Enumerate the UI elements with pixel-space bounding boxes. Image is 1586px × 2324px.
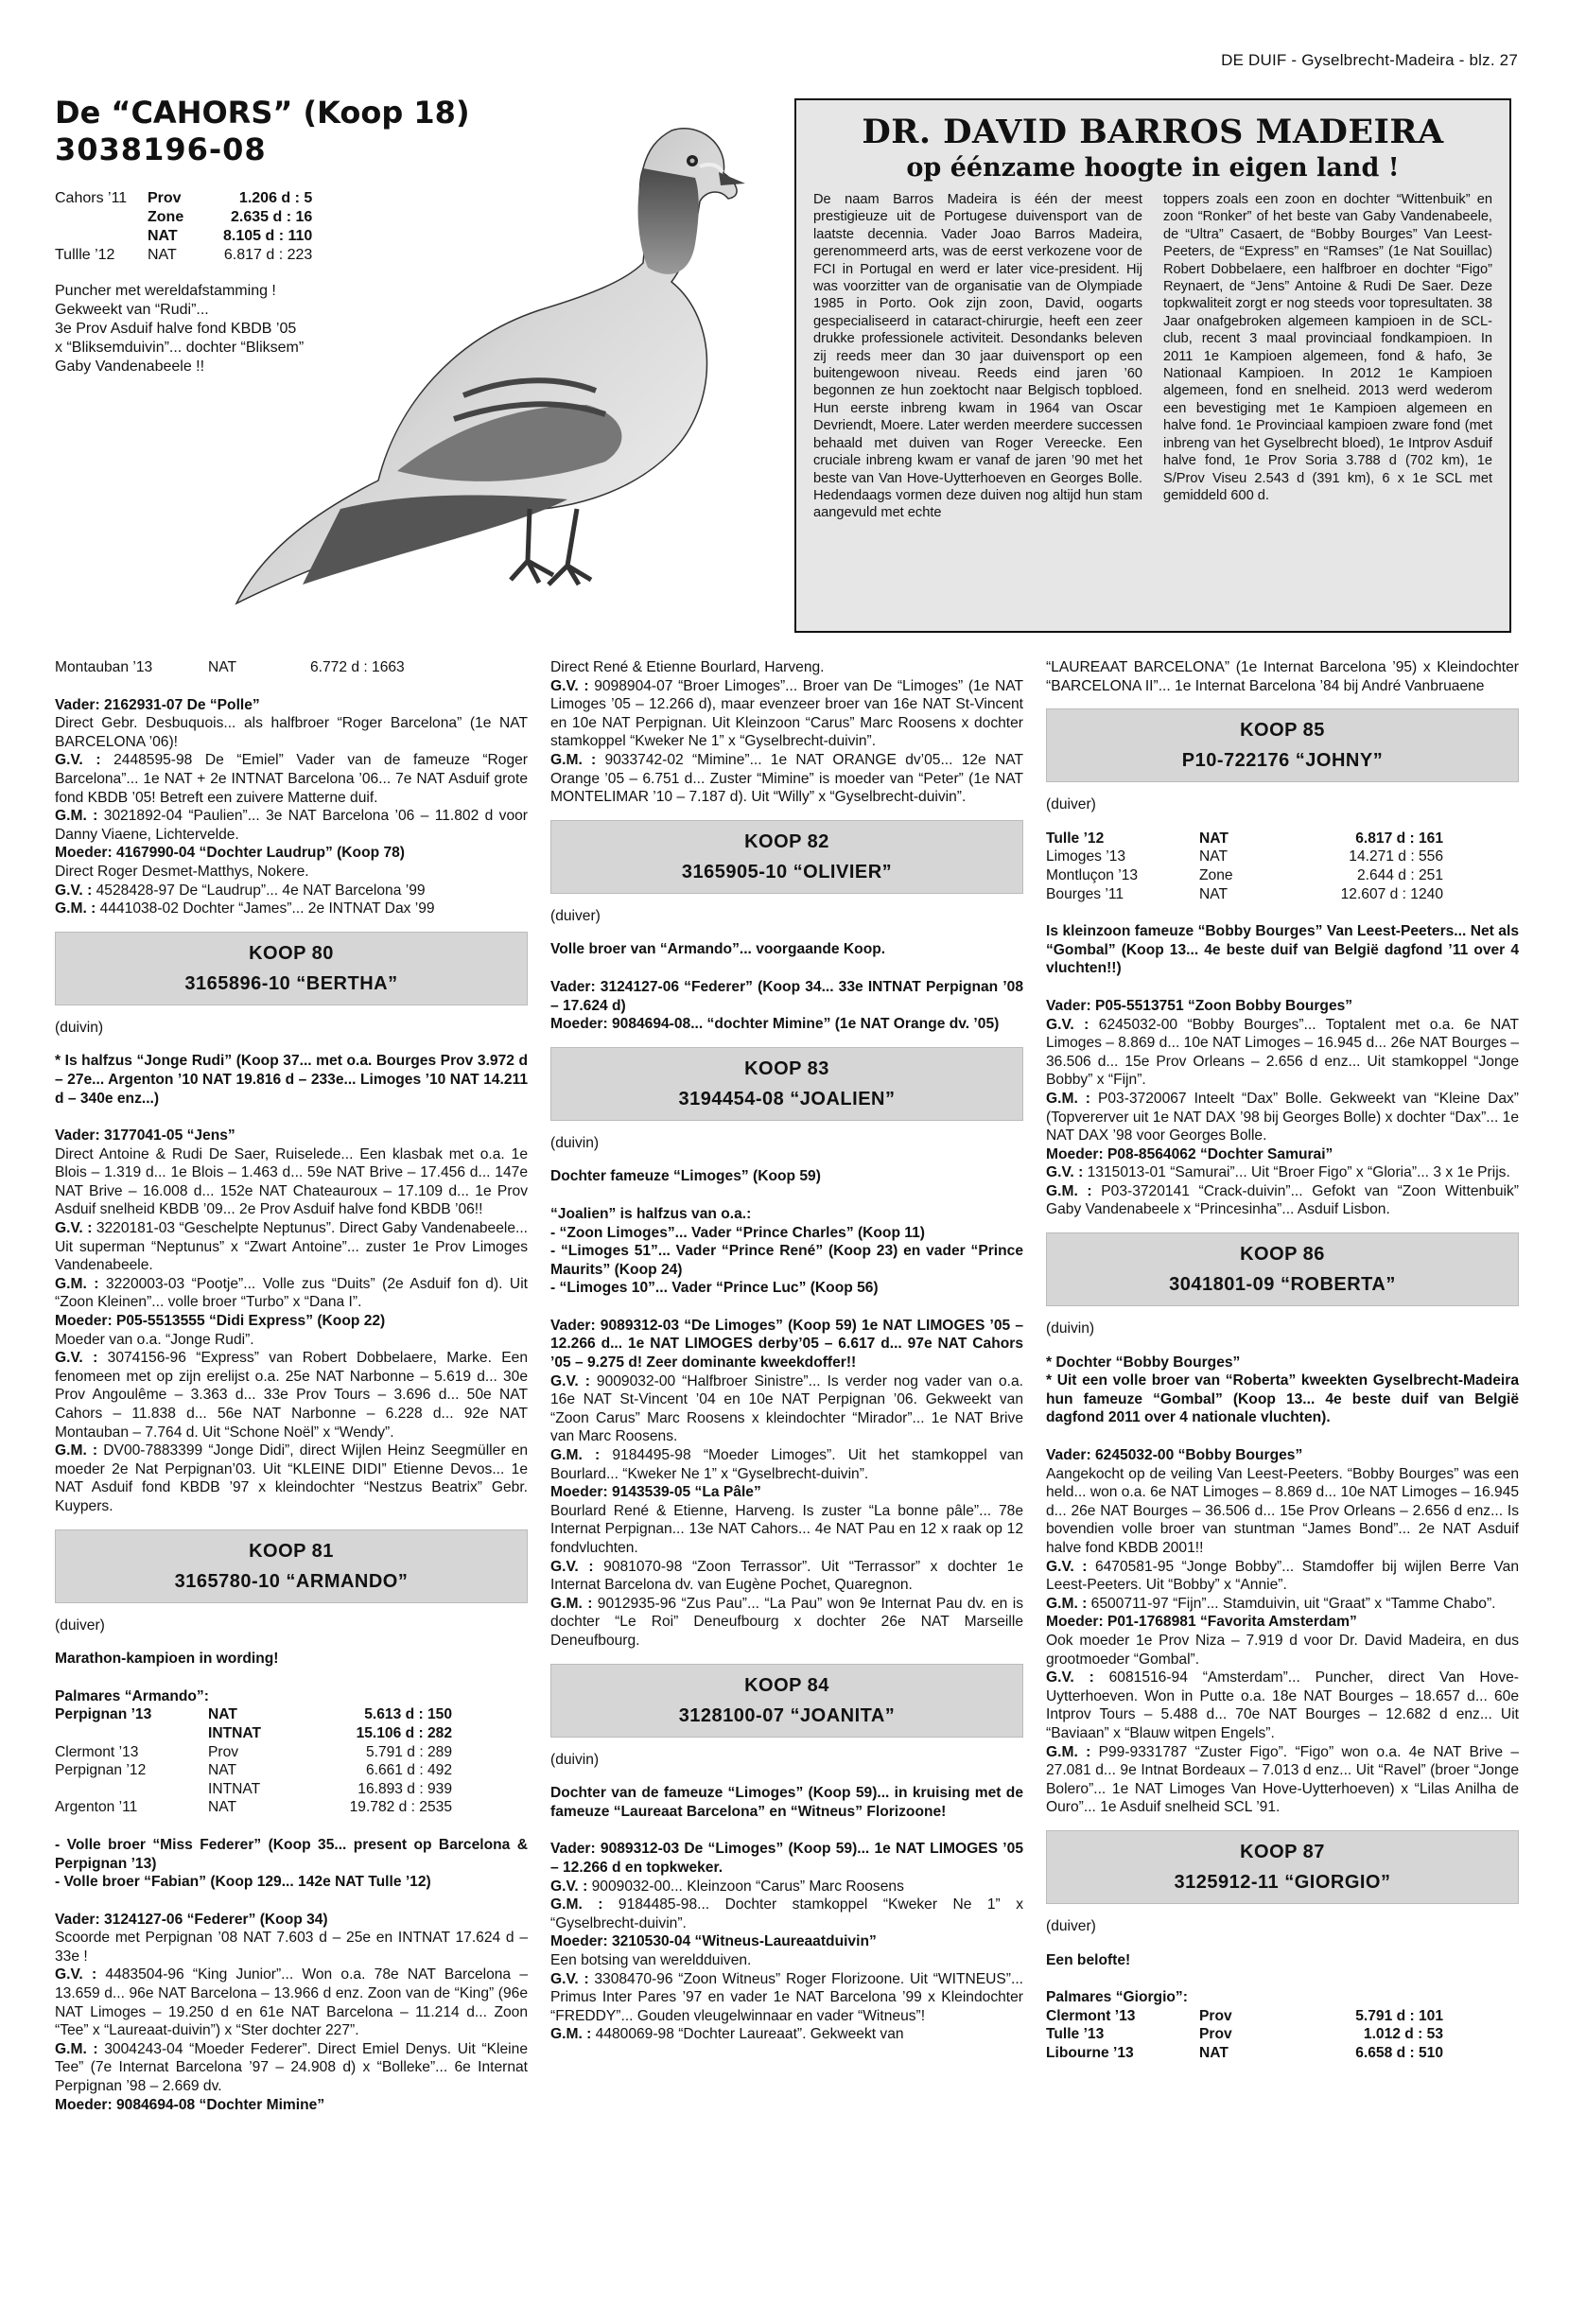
result-row <box>1046 2007 1519 2026</box>
cahors-result-race <box>55 227 148 246</box>
text-line: Direct Antoine & Rudi De Saer, Ruiselede... Een klasbak met o.a. 1e Blois – 1.319 d... 1e Blois – 1.463 d... 59e NAT Brive – 17.456 d... 147e NAT Brive – 16.008 d... 152e NAT Chateauroux – 17.109 d... 1e Prov Asduif snelheid KBDB ’09... 2e Prov Asduif halve fond KBDB ’06!! <box>55 1145 528 1218</box>
text-line: G.M. : P03-3720141 “Crack-duivin”... Gefokt van “Zoon Wittenbuik” Gaby Vandenabeele x “Princesinha”... Asduif Lisbon. <box>1046 1182 1519 1218</box>
text-line: Direct René & Etienne Bourlard, Harveng. <box>550 659 825 675</box>
text-line: G.M. : 4480069-98 “Dochter Laureaat”. Gekweekt van <box>550 2026 904 2043</box>
cahors-result-race <box>55 208 148 227</box>
text-line: Moeder: 9084694-08 “Dochter Mimine” <box>55 2096 325 2113</box>
koop-82-banner <box>550 820 1023 894</box>
cahors-result-value: 6.817 d : 223 <box>223 247 313 263</box>
result-row <box>55 1780 528 1799</box>
koop-87-sex: (duiver) <box>1046 1917 1096 1934</box>
result-row <box>1046 830 1519 848</box>
result-value: 19.782 d : 2535 <box>349 1799 452 1816</box>
marathon-line: Marathon-kampioen in wording! <box>55 1651 279 1668</box>
koop-85-ring: P10-722176 “JOHNY” <box>1181 750 1384 772</box>
text-line: - “Limoges 10”... Vader “Prince Luc” (Koop 56) <box>550 1280 879 1297</box>
text-line: Ook moeder 1e Prov Niza – 7.919 d voor Dr. David Madeira, en dus grootmoeder “Gombal”. <box>1046 1632 1519 1668</box>
koop-84-label: KOOP 84 <box>744 1674 829 1696</box>
text-line: G.V. : 4483504-96 “King Junior”... Won o.a. 78e NAT Barcelona – 13.659 d... 96e NAT Barcelona – 13.966 d enz. Zoon van de “King” (96e NAT Limoges – 19.250 d en 61e NAT Barcelona – 11.214 d... Zoon “Tee” x “Laureaat-duivin”) x “Ster dochter 227”. <box>55 1966 528 2039</box>
column-1 <box>55 658 528 2114</box>
armando-pedigree <box>55 1911 528 2115</box>
text-line: G.M. : 9033742-02 “Mimine”... 1e NAT ORANGE dv’05... 12e NAT Orange ’05 – 6.751 d... Zuster “Mimine” is moeder van “Peter” (1e NAT MONTELIMAR ’10 – 7.187 d). Uit “Willy” x “Gyselbrecht-duivin”. <box>550 751 1023 806</box>
result-race: Perpignan ’12 <box>55 1762 147 1779</box>
cahors-result-level: Zone <box>148 209 184 225</box>
text-line: * Uit een volle broer van “Roberta” kweekten Gyselbrecht-Madeira hun fameuze “Gombal” (Koop 13... 4e beste duif van België dagfond 2011 over 4 nationale vluchten). <box>1046 1372 1519 1426</box>
result-race <box>55 1780 208 1799</box>
result-race: Argenton ’11 <box>55 1799 138 1816</box>
text-line: G.M. : 3220003-03 “Pootje”... Volle zus “Duits” (2e Asduif fon d). Uit “Zoon Kleinen”... volle broer “Turbo” x “Dana I”. <box>55 1275 528 1311</box>
result-level: NAT <box>1199 885 1229 902</box>
text-line: Vader: 6245032-00 “Bobby Bourges” <box>1046 1447 1303 1464</box>
koop-80-banner <box>55 932 528 1005</box>
text-line: Aangekocht op de veiling Van Leest-Peeters. “Bobby Bourges” was een held... won o.a. 6e NAT Limoges – 8.869 d... 10e NAT Limoges – 16.945 d... 26e NAT Bourges – 36.506 d... 15e Prov Orleans – 2.656 d enz... Is bovendien volle broer van stuntman “James Bond”... 2e NAT Asduif halve fond KBDB 2001!! <box>1046 1465 1519 1556</box>
cahors-result-level: Prov <box>148 190 182 206</box>
result-row <box>1046 847 1519 866</box>
koop-80-ring: 3165896-10 “BERTHA” <box>184 972 398 994</box>
result-row <box>55 1761 528 1780</box>
text-line: Direct Roger Desmet-Matthys, Nokere. <box>55 863 309 880</box>
feature-text-right: toppers zoals een zoon en dochter “Wittenbuik” en zoon “Ronker” of het beste van Gaby Vandenabeele, de “Ultra” Casaert, de “Bobby Bourges” Van Leest-Peeters, de “Express” en “Ramses” (1e Nat Souillac) Robert Dobbelaere, een halfbroer en dochter “Figo” Reynaert, de “Jens” Antoine & Rudi De Saer. Deze topkwaliteit zorgt er nog steeds voor topresultaten. 38 Jaar onafgebroken algemeen kampioen in de SCL-club, recent 3 maal provinciaal fondkampioen. In 2011 1e Kampioen algemeen, fond & hafo, 3e Nationaal Kampioen. In 2012 1e Kampioen algemeen, fond en snelheid. 2013 werd wederom een bevestiging met 1e Kampioen algemeen en halve fond. 1e Provinciaal kampioen zware fond (met inbreng van het Gyselbrecht bloed), 1e Intprov Asduif halve fond, 1e Prov Soria 3.788 d (702 km), 1e S/Prov Viseu 2.543 d (391 km), 6 x 1e SCL met gemiddeld 600 d. <box>1163 192 1492 503</box>
koop-86-ring: 3041801-09 “ROBERTA” <box>1169 1274 1396 1296</box>
result-value: 6.661 d : 492 <box>365 1762 452 1779</box>
koop-85-text <box>1046 922 1519 1219</box>
text-line: Scoorde met Perpignan ’08 NAT 7.603 d – 25e en INTNAT 17.624 d – 33e ! <box>55 1930 528 1965</box>
text-line: Vader: 3124127-06 “Federer” (Koop 34... 33e INTNAT Perpignan ’08 – 17.624 d) <box>550 978 1023 1014</box>
text-line: Vader: 3177041-05 “Jens” <box>55 1127 235 1145</box>
result-row <box>55 1798 528 1817</box>
cahors-result-value: 2.635 d : 16 <box>231 209 313 225</box>
text-line: G.V. : 9009032-00... Kleinzoon “Carus” Marc Roosens <box>550 1878 904 1895</box>
koop-80-sex: (duivin) <box>55 1019 104 1036</box>
koop-86-text <box>1046 1354 1519 1817</box>
armando-note-1: - Volle broer “Miss Federer” (Koop 35... present op Barcelona & Perpignan ’13) <box>55 1836 528 1872</box>
result-value: 6.658 d : 510 <box>1355 2044 1443 2061</box>
text-line: G.M. : 9012935-96 “Zus Pau”... “La Pau” won 9e Internat Pau dv. en is dochter “Le Roi” Deneufbourg x dochter 26e NAT Marseille Deneufbourg. <box>550 1595 1023 1649</box>
koop-85-sex: (duiver) <box>1046 796 1096 813</box>
koop-82-ring: 3165905-10 “OLIVIER” <box>681 861 893 882</box>
koop-85-label: KOOP 85 <box>1240 720 1325 742</box>
koop-83-banner <box>550 1047 1023 1121</box>
text-line: “Joalien” is halfzus van o.a.: <box>550 1205 752 1222</box>
cahors-note-line: x “Bliksemduivin”... dochter “Bliksem” <box>55 340 305 356</box>
cahors-title: De “CAHORS” (Koop 18) <box>55 95 470 131</box>
armando-results <box>55 1705 528 1817</box>
text-line: Moeder: 3210530-04 “Witneus-Laureaatduivin” <box>550 1933 877 1950</box>
koop-86-label: KOOP 86 <box>1240 1244 1325 1266</box>
koop-81-ring: 3165780-10 “ARMANDO” <box>174 1570 409 1592</box>
cahors-result-level: NAT <box>148 247 177 263</box>
text-line: G.V. : 6470581-95 “Jonge Bobby”... Stamdoffer bij wijlen Berre Van Leest-Peeters. Uit “Bobby” x “Annie”. <box>1046 1558 1519 1594</box>
armando-note-2: - Volle broer “Fabian” (Koop 129... 142e NAT Tulle ’12) <box>55 1874 431 1891</box>
text-line: G.V. : 9098904-07 “Broer Limoges”... Broer van De “Limoges” (1e NAT Limoges ’05 – 12.266 d), maar evenzeer broer van 16e NAT St-Vincent en 10e NAT Perpignan. Uit Kleinzoon “Carus” Marc Roosens x dochter stamkoppel “Kweker Ne 1” x “Gyselbrecht-duivin”. <box>550 677 1024 750</box>
result-row <box>1046 885 1519 904</box>
cahors-note-line: 3e Prov Asduif halve fond KBDB ’05 <box>55 321 297 337</box>
column-2 <box>550 658 1023 2044</box>
result-level: NAT <box>208 1706 237 1723</box>
koop-83-text <box>550 1167 1023 1650</box>
text-line: Dochter fameuze “Limoges” (Koop 59) <box>550 1168 821 1185</box>
text-line: Vader: 9089312-03 “De Limoges” (Koop 59) 1e NAT LIMOGES ’05 – 12.266 d... 1e NAT LIMOGES derby’05 – 6.617 d... 97e NAT Cahors ’05 – 9.275 d! Zeer dominante kweekdoffer!! <box>550 1317 1023 1372</box>
koop-83-ring: 3194454-08 “JOALIEN” <box>678 1088 896 1110</box>
result-race <box>55 1724 208 1743</box>
koop-80-label: KOOP 80 <box>249 942 334 964</box>
text-line: Moeder: 9084694-08... “dochter Mimine” (1e NAT Orange dv. ’05) <box>550 1016 1000 1033</box>
koop-82-label: KOOP 82 <box>744 830 829 852</box>
result-row <box>55 1743 528 1762</box>
text-line: Volle broer van “Armando”... voorgaande Koop. <box>550 941 886 958</box>
result-row <box>1046 2025 1519 2044</box>
cahors-note-line: Gekweekt van “Rudi”... <box>55 302 209 318</box>
result-race: Montluçon ’13 <box>1046 866 1139 883</box>
johny-results <box>1046 830 1519 903</box>
text-line: G.V. : 2448595-98 De “Emiel” Vader van de fameuze “Roger Barcelona”... 1e NAT + 2e INTNAT Barcelona ’06... 7e NAT Asduif grote fond KBDB ’05! Betreft een zuivere Matterne duif. <box>55 752 528 806</box>
cahors-ring: 3038196-08 <box>55 131 267 167</box>
result-value: 5.791 d : 289 <box>365 1743 452 1760</box>
result-race: Clermont ’13 <box>55 1743 139 1760</box>
text-line: Is kleinzoon fameuze “Bobby Bourges” Van Leest-Peeters... Net als “Gombal” (Koop 13... 4e beste duif van België dagfond ’11 over 4 vluchten!!) <box>1046 923 1519 977</box>
text-line: Bourlard René & Etienne, Harveng. Is zuster “La bonne pâle”... 78e Internat Perpignan... 13e NAT Cahors... 4e NAT Pau en 12 x raak op 12 fondvluchten. <box>550 1502 1023 1556</box>
result-level: NAT <box>208 1799 237 1816</box>
koop-83-sex: (duivin) <box>550 1134 600 1151</box>
pigeon-photo <box>227 93 776 622</box>
text-line: * Is halfzus “Jonge Rudi” (Koop 37... met o.a. Bourges Prov 3.972 d – 27e... Argenton ’10 NAT 19.816 d – 233e... Limoges ’10 NAT 14.211 d – 340e enz...) <box>55 1053 528 1107</box>
result-row <box>1046 866 1519 885</box>
text-line: Een botsing van wereldduiven. <box>550 1951 752 1968</box>
result-value: 5.613 d : 150 <box>364 1706 452 1723</box>
palmares-armando: Palmares “Armando”: <box>55 1687 209 1704</box>
cahors-result-value: 1.206 d : 5 <box>238 190 313 206</box>
text-line: Vader: 3124127-06 “Federer” (Koop 34) <box>55 1911 328 1928</box>
text-line: G.M. : 6500711-97 “Fijn”... Stamduivin, uit “Graat” x “Tamme Chabo”. <box>1046 1595 1496 1612</box>
result-value: 6.817 d : 161 <box>1355 830 1443 847</box>
text-line: Moeder: P08-8564062 “Dochter Samurai” <box>1046 1145 1333 1162</box>
result-level: Prov <box>1199 2026 1232 2043</box>
palmares-giorgio: Palmares “Giorgio”: <box>1046 1989 1188 2006</box>
text-line: Dochter van de fameuze “Limoges” (Koop 59)... in kruising met de fameuze “Laureaat Barcelona” en “Witneus” Florizoone! <box>550 1785 1023 1820</box>
koop-81-label: KOOP 81 <box>249 1540 334 1562</box>
result-level: NAT <box>208 1762 237 1779</box>
koop-83-label: KOOP 83 <box>744 1057 829 1079</box>
result-race: Limoges ’13 <box>1046 848 1126 865</box>
montauban-row: Montauban ’13 NAT 6.772 d : 1663 <box>55 659 405 675</box>
koop-87-ring: 3125912-11 “GIORGIO” <box>1174 1871 1391 1893</box>
result-race: Clermont ’13 <box>1046 2007 1136 2024</box>
result-race: Bourges ’11 <box>1046 885 1124 902</box>
text-line: G.V. : 4528428-97 De “Laudrup”... 4e NAT Barcelona ’99 <box>55 882 426 899</box>
cahors-result-race: Tullle ’12 <box>55 247 115 263</box>
feature-title: DR. DAVID BARROS MADEIRA <box>862 113 1444 151</box>
text-line: Vader: P05-5513751 “Zoon Bobby Bourges” <box>1046 997 1353 1014</box>
mimine-pedigree <box>550 658 1023 807</box>
koop-81-sex: (duiver) <box>55 1616 105 1634</box>
koop-82-text <box>550 940 1023 1033</box>
koop-84-banner <box>550 1664 1023 1738</box>
koop-87-banner <box>1046 1830 1519 1904</box>
result-level: Zone <box>1199 866 1233 883</box>
text-line: - “Limoges 51”... Vader “Prince René” (Koop 23) en vader “Prince Maurits” (Koop 24) <box>550 1243 1023 1278</box>
result-value: 2.644 d : 251 <box>1356 866 1443 883</box>
text-line: Moeder: P01-1768981 “Favorita Amsterdam” <box>1046 1614 1357 1631</box>
result-level: Prov <box>208 1743 239 1760</box>
column-3 <box>1046 658 1519 2062</box>
text-line: G.V. : 1315013-01 “Samurai”... Uit “Broer Figo” x “Gloria”... 3 x 1e Prijs. <box>1046 1164 1510 1181</box>
text-line: Moeder: 4167990-04 “Dochter Laudrup” (Koop 78) <box>55 845 406 862</box>
text-line: G.M. : P99-9331787 “Zuster Figo”. “Figo” won o.a. 4e NAT Brive – 27.081 d... 9e Intnat Bordeaux – 7.013 d enz... Uit “Ravel” (broer “Jonge Bolero”... 1e NAT Limoges Van Hove-Uytterhoeven) x “Lilas Anilha de Ouro”... 1e Asduif snelheid SCL ’91. <box>1046 1743 1519 1816</box>
laureaat-text <box>1046 658 1519 695</box>
polle-pedigree <box>55 696 528 918</box>
text-line: Vader: 2162931-07 De “Polle” <box>55 696 260 713</box>
koop-81-banner <box>55 1529 528 1603</box>
result-race: Tulle ’12 <box>1046 830 1105 847</box>
koop-80-text <box>55 1052 528 1515</box>
text-line: Moeder van o.a. “Jonge Rudi”. <box>55 1331 254 1348</box>
text-line: G.V. : 6245032-00 “Bobby Bourges”... Toptalent met o.a. 6e NAT Limoges – 8.869 d... 10e NAT Limoges – 16.945 d... 26e NAT Bourges – 36.506 d... 15e Prov Orleans – 2.656 d enz... Uit stamkoppel “Jonge Bobby” x “Fijn”. <box>1046 1016 1519 1089</box>
result-value: 5.791 d : 101 <box>1355 2007 1443 2024</box>
koop-84-text <box>550 1784 1023 2044</box>
cahors-result-value: 8.105 d : 110 <box>223 228 313 244</box>
text-line: Vader: 9089312-03 De “Limoges” (Koop 59)... 1e NAT LIMOGES ’05 – 12.266 d en topkweker. <box>550 1841 1023 1876</box>
text-line: G.V. : 3074156-96 “Express” van Robert Dobbelaere, Marke. Een fenomeen met op zijn erelijst o.a. 25e NAT Narbonne – 5.619 d... 30e Prov Angoulême – 3.363 d... 33e Prov Tours – 3.696 d... 50e NAT Cahors – 11.838 d... 56e NAT Narbonne – 6.228 d... 92e NAT Montauban – 7.764 d. Uit “Schone Noël” x “Wendy”. <box>55 1350 528 1441</box>
giorgio-belofte: Een belofte! <box>1046 1951 1131 1968</box>
result-level: NAT <box>1199 830 1229 847</box>
result-level: NAT <box>1199 848 1229 865</box>
text-line: G.M. : DV00-7883399 “Jonge Didi”, direct Wijlen Heinz Seegmüller en moeder 2e Nat Perpignan’03. Uit “KLEINE DIDI” Etienne Devos... 1e NAT Asduif fond KBDB ’97 x kleindochter “Nestzus Beatrix” Gebr. Kuypers. <box>55 1442 529 1514</box>
result-race: Libourne ’13 <box>1046 2044 1134 2061</box>
result-level: INTNAT <box>208 1780 261 1797</box>
text-line: G.V. : 3220181-03 “Geschelpte Neptunus”. Direct Gaby Vandenabeele... Uit superman “Neptunus” x “Zwart Antoine”... zuster 1e Prov Limoges Vandenabeele. <box>55 1220 528 1274</box>
text-line: G.M. : 3004243-04 “Moeder Federer”. Direct Emiel Denys. Uit “Kleine Tee” (7e Internat Barcelona ’97 – 24.908 d) x “Bolleke”... 6e Internat Perpignan ’98 – 2.669 dv. <box>55 2040 528 2095</box>
text-line: G.M. : P03-3720067 Inteelt “Dax” Bolle. Gekweekt van “Kleine Dax” (Topvererver uit 1e NAT DAX ’98 bij Georges Bolle) x dochter “Dax”... 1e NAT DAX ’98 voor Georges Bolle. <box>1046 1090 1519 1145</box>
text-line: G.M. : 3021892-04 “Paulien”... 3e NAT Barcelona ’06 – 11.802 d voor Danny Viaene, Lichtervelde. <box>55 808 528 843</box>
text-line: G.V. : 3308470-96 “Zoon Witneus” Roger Florizoone. Uit “WITNEUS”... Primus Inter Pares ’97 en vader 1e NAT Barcelona ’99 x Kleindochter “FREDDY”... Gouden vleugelwinnaar en vader “Witneus”! <box>550 1970 1023 2024</box>
page-header: DE DUIF - Gyselbrecht-Madeira - blz. 27 <box>1221 51 1518 69</box>
result-race: Tulle ’13 <box>1046 2026 1105 2043</box>
result-row <box>55 1724 528 1743</box>
result-value: 1.012 d : 53 <box>1363 2026 1443 2043</box>
result-value: 15.106 d : 282 <box>356 1724 452 1741</box>
koop-85-banner <box>1046 708 1519 782</box>
result-race: Perpignan ’13 <box>55 1706 152 1723</box>
giorgio-results <box>1046 2007 1519 2063</box>
result-row <box>1046 2044 1519 2063</box>
text-line: G.V. : 9009032-00 “Halfbroer Sinistre”... Is verder nog vader van o.a. 16e NAT St-Vincent ’04 en 10e NAT Perpignan ’06. Gekweekt van “Zoon Carus” Marc Roosens x kleindochter “Mirador”... 1e NAT Brive van Marc Roosens. <box>550 1372 1023 1445</box>
text-line: Direct Gebr. Desbuquois... als halfbroer “Roger Barcelona” (1e NAT BARCELONA ’06)! <box>55 715 528 750</box>
text-line: G.M. : 4441038-02 Dochter “James”... 2e INTNAT Dax ’99 <box>55 900 435 917</box>
feature-subtitle: op éénzame hoogte in eigen land ! <box>906 153 1400 183</box>
result-level: Prov <box>1199 2007 1232 2024</box>
koop-84-sex: (duivin) <box>550 1751 600 1768</box>
feature-box <box>794 98 1511 633</box>
cahors-note-line: Puncher met wereldafstamming ! <box>55 283 276 299</box>
cahors-note-line: Gaby Vandenabeele !! <box>55 358 205 375</box>
result-row <box>55 1705 528 1724</box>
koop-86-sex: (duivin) <box>1046 1320 1095 1337</box>
result-value: 14.271 d : 556 <box>1349 848 1443 865</box>
text-line: Moeder: P05-5513555 “Didi Express” (Koop 22) <box>55 1313 386 1330</box>
koop-86-banner <box>1046 1232 1519 1306</box>
result-level: INTNAT <box>208 1724 262 1741</box>
text-line: G.V. : 6081516-94 “Amsterdam”... Puncher, direct Van Hove-Uytterhoeven. Won in Putte o.a. 18e NAT Bourges – 18.657 d... 60e Intprov Tours – 5.488 d... 70e NAT Bourges – 12.682 d enz... Uit “Baviaan” x “Blauw witpen Engels”. <box>1046 1669 1519 1741</box>
text-line: Moeder: 9143539-05 “La Pâle” <box>550 1484 761 1501</box>
koop-82-sex: (duiver) <box>550 907 601 924</box>
text-line: - “Zoon Limoges”... Vader “Prince Charles” (Koop 11) <box>550 1224 925 1241</box>
text-line: G.V. : 9081070-98 “Zoon Terrassor”. Uit “Terrassor” x dochter 1e Internat Barcelona dv. van Eugène Pochet, Quaregnon. <box>550 1558 1023 1594</box>
cahors-result-race: Cahors ’11 <box>55 190 128 206</box>
text-line: “LAUREAAT BARCELONA” (1e Internat Barcelona ’95) x Kleindochter “BARCELONA II”... 1e Internat Barcelona ’84 bij André Vanbruaene <box>1046 659 1519 694</box>
koop-87-label: KOOP 87 <box>1240 1841 1325 1862</box>
text-line: G.M. : 9184495-98 “Moeder Limoges”. Uit het stamkoppel van Bourlard... “Kweker Ne 1” x “Gyselbrecht-duivin”. <box>550 1447 1023 1482</box>
result-value: 12.607 d : 1240 <box>1340 885 1443 902</box>
koop-84-ring: 3128100-07 “JOANITA” <box>678 1704 896 1726</box>
cahors-result-level: NAT <box>148 228 178 244</box>
text-line: * Dochter “Bobby Bourges” <box>1046 1354 1241 1371</box>
feature-text-left: De naam Barros Madeira is één der meest prestigieuze uit de Portugese duivensport van de laatste decennia. Vader Joao Barros Madeira, gerenommeerd arts, was de eerst verkozene voor de FCI in Portugal en werd er later vice-president. Hij was voorzitter van de organisatie van de Olympiade 1985 in Porto. Ook zijn zoon, David, oogarts gespecialiseerd in cataract-chirurgie, heeft een zeer drukke professionele activiteit. Desondanks beleven zij reeds meer dan 30 jaar duivensport op een buitengewoon niveau. Reeds eind jaren ’60 begonnen ze hun zoektocht naar Belgisch topbloed. Hun eerste inbreng kwam in 1964 van Oscar Devriendt, Moere. Later werden meerdere successen behaald met duiven van Roger Vereecke. Een cruciale inbreng kwam er vanaf de jaren ’90 met het beste van Van Hove-Uytterhoeven en Georges Bolle. Hedendaags vormen deze duiven nog altijd hun stam aangevuld met echte <box>813 192 1142 521</box>
result-value: 16.893 d : 939 <box>357 1780 452 1797</box>
result-level: NAT <box>1199 2044 1229 2061</box>
text-line: G.M. : 9184485-98... Dochter stamkoppel “Kweker Ne 1” x “Gyselbrecht-duivin”. <box>550 1896 1023 1931</box>
